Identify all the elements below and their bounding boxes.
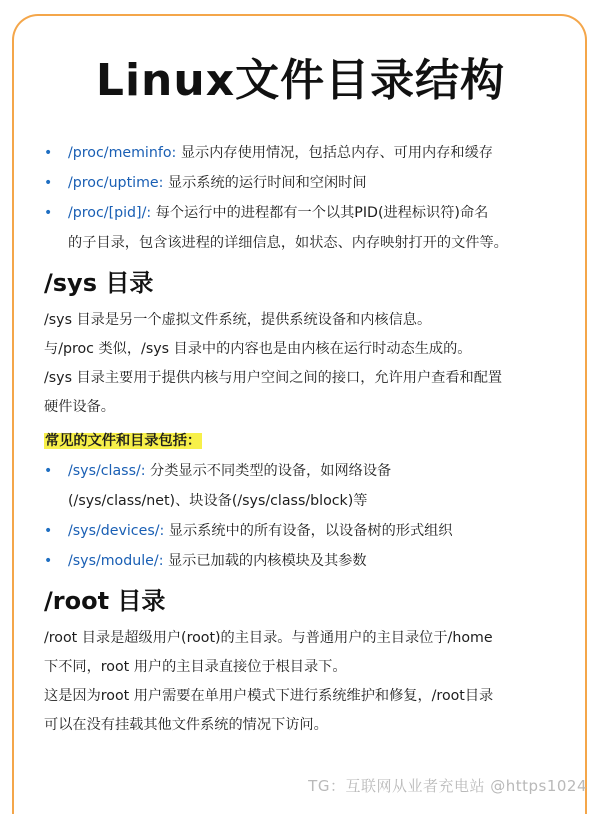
item-text: 每个运行中的进程都有一个以其PID(进程标识符)命名 [151,205,489,221]
sys-list [44,456,564,576]
highlight-text: 常见的文件和目录包括： [45,433,202,449]
list-item [44,456,564,516]
bullet-icon: • [44,523,53,539]
item-text: 分类显示不同类型的设备，如网络设备 [145,463,392,479]
item-text: 显示已加载的内核模块及其参数 [163,553,367,569]
paragraph: /sys 目录主要用于提供内核与用户空间之间的接口，允许用户查看和配置 [44,370,503,386]
item-text: 显示系统的运行时间和空闲时间 [163,175,367,191]
list-item [44,168,564,198]
paragraph: 可以在没有挂载其他文件系统的情况下访问。 [44,717,328,733]
bullet-icon: • [44,205,53,221]
path-label: /proc/uptime: [68,175,164,191]
document-body [44,138,564,740]
paragraph: 下不同，root 用户的主目录直接位于根目录下。 [44,659,347,675]
path-label: /sys/module/: [68,553,164,569]
bullet-icon: • [44,145,53,161]
bullet-icon: • [44,463,53,479]
path-label: /proc/meminfo: [68,145,177,161]
section-heading-sys: /sys 目录 [44,269,154,297]
item-text: 显示系统中的所有设备，以设备树的形式组织 [164,523,453,539]
paragraph: /root 目录是超级用户(root)的主目录。与普通用户的主目录位于/home [44,630,493,646]
bullet-icon: • [44,175,53,191]
list-item [44,198,564,258]
item-text-continued: 的子目录，包含该进程的详细信息，如状态、内存映射打开的文件等。 [68,235,508,251]
paragraph: 硬件设备。 [44,399,115,415]
proc-list [44,138,564,258]
section-heading-root: /root 目录 [44,587,166,615]
bullet-icon: • [44,553,53,569]
list-item [44,516,564,546]
page-title: Linux文件目录结构 [95,55,506,106]
path-label: /proc/[pid]/: [68,205,152,221]
item-text: 显示内存使用情况，包括总内存、可用内存和缓存 [176,145,493,161]
highlight-note [44,426,564,456]
path-label: /sys/class/: [68,463,146,479]
list-item [44,138,564,168]
paragraph: /sys 目录是另一个虚拟文件系统，提供系统设备和内核信息。 [44,312,432,328]
item-text-continued: (/sys/class/net)、块设备(/sys/class/block)等 [68,493,368,509]
paragraph: 与/proc 类似，/sys 目录中的内容也是由内核在运行时动态生成的。 [44,341,472,357]
watermark: TG：互联网从业者充电站 @https1024 [308,777,587,795]
paragraph: 这是因为root 用户需要在单用户模式下进行系统维护和修复，/root目录 [44,688,494,704]
list-item [44,546,564,576]
path-label: /sys/devices/: [68,523,165,539]
